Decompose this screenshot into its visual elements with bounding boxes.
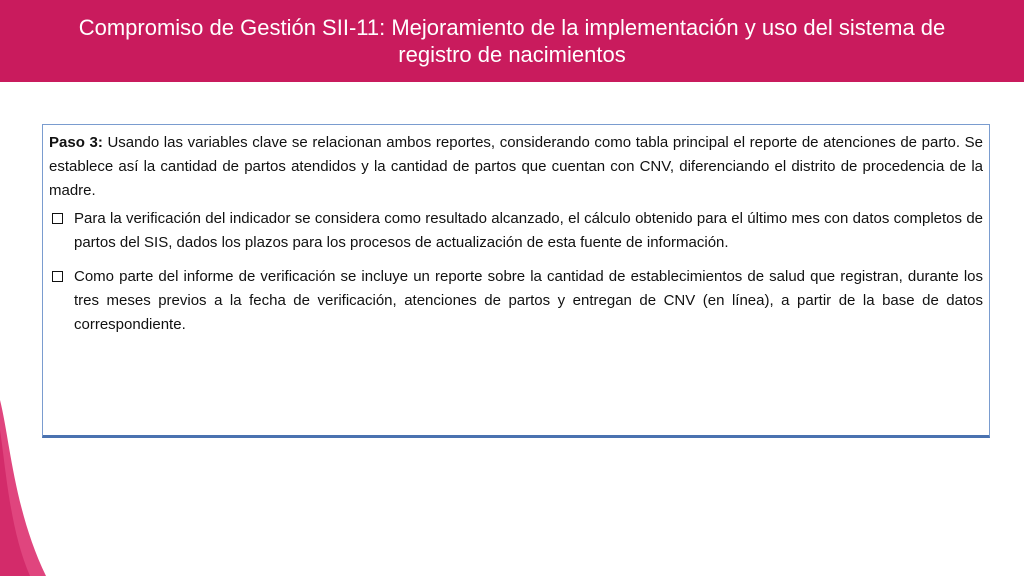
content-box [42, 124, 990, 438]
step-label: Paso 3: [49, 134, 103, 151]
checkbox-bullet-icon [52, 213, 63, 224]
title-banner [0, 0, 1024, 82]
list-item [49, 207, 983, 255]
decorative-swoosh [0, 400, 48, 576]
step-text: Usando las variables clave se relacionan ambos reportes, considerando como tabla principal el reporte de atenciones de parto. Se establece así la cantidad de partos atendidos y la cantidad de partos que cuentan con CNV, diferenciando el distrito de procedencia de la madre. [49, 134, 983, 199]
list-item [49, 265, 983, 337]
slide-title: Compromiso de Gestión SII-11: Mejoramiento de la implementación y uso del sistema de registro de nacimientos [78, 15, 946, 67]
step-paragraph [49, 131, 983, 203]
checkbox-bullet-icon [52, 271, 63, 282]
bullet-text: Como parte del informe de verificación se incluye un reporte sobre la cantidad de establecimientos de salud que registran, durante los tres meses previos a la fecha de verificación, atenciones de partos y entregan de CNV (en línea), a partir de la base de datos correspondiente. [74, 268, 983, 333]
bullet-text: Para la verificación del indicador se considera como resultado alcanzado, el cálculo obtenido para el último mes con datos completos de partos del SIS, dados los plazos para los procesos de actualización de esta fuente de información. [74, 210, 983, 251]
